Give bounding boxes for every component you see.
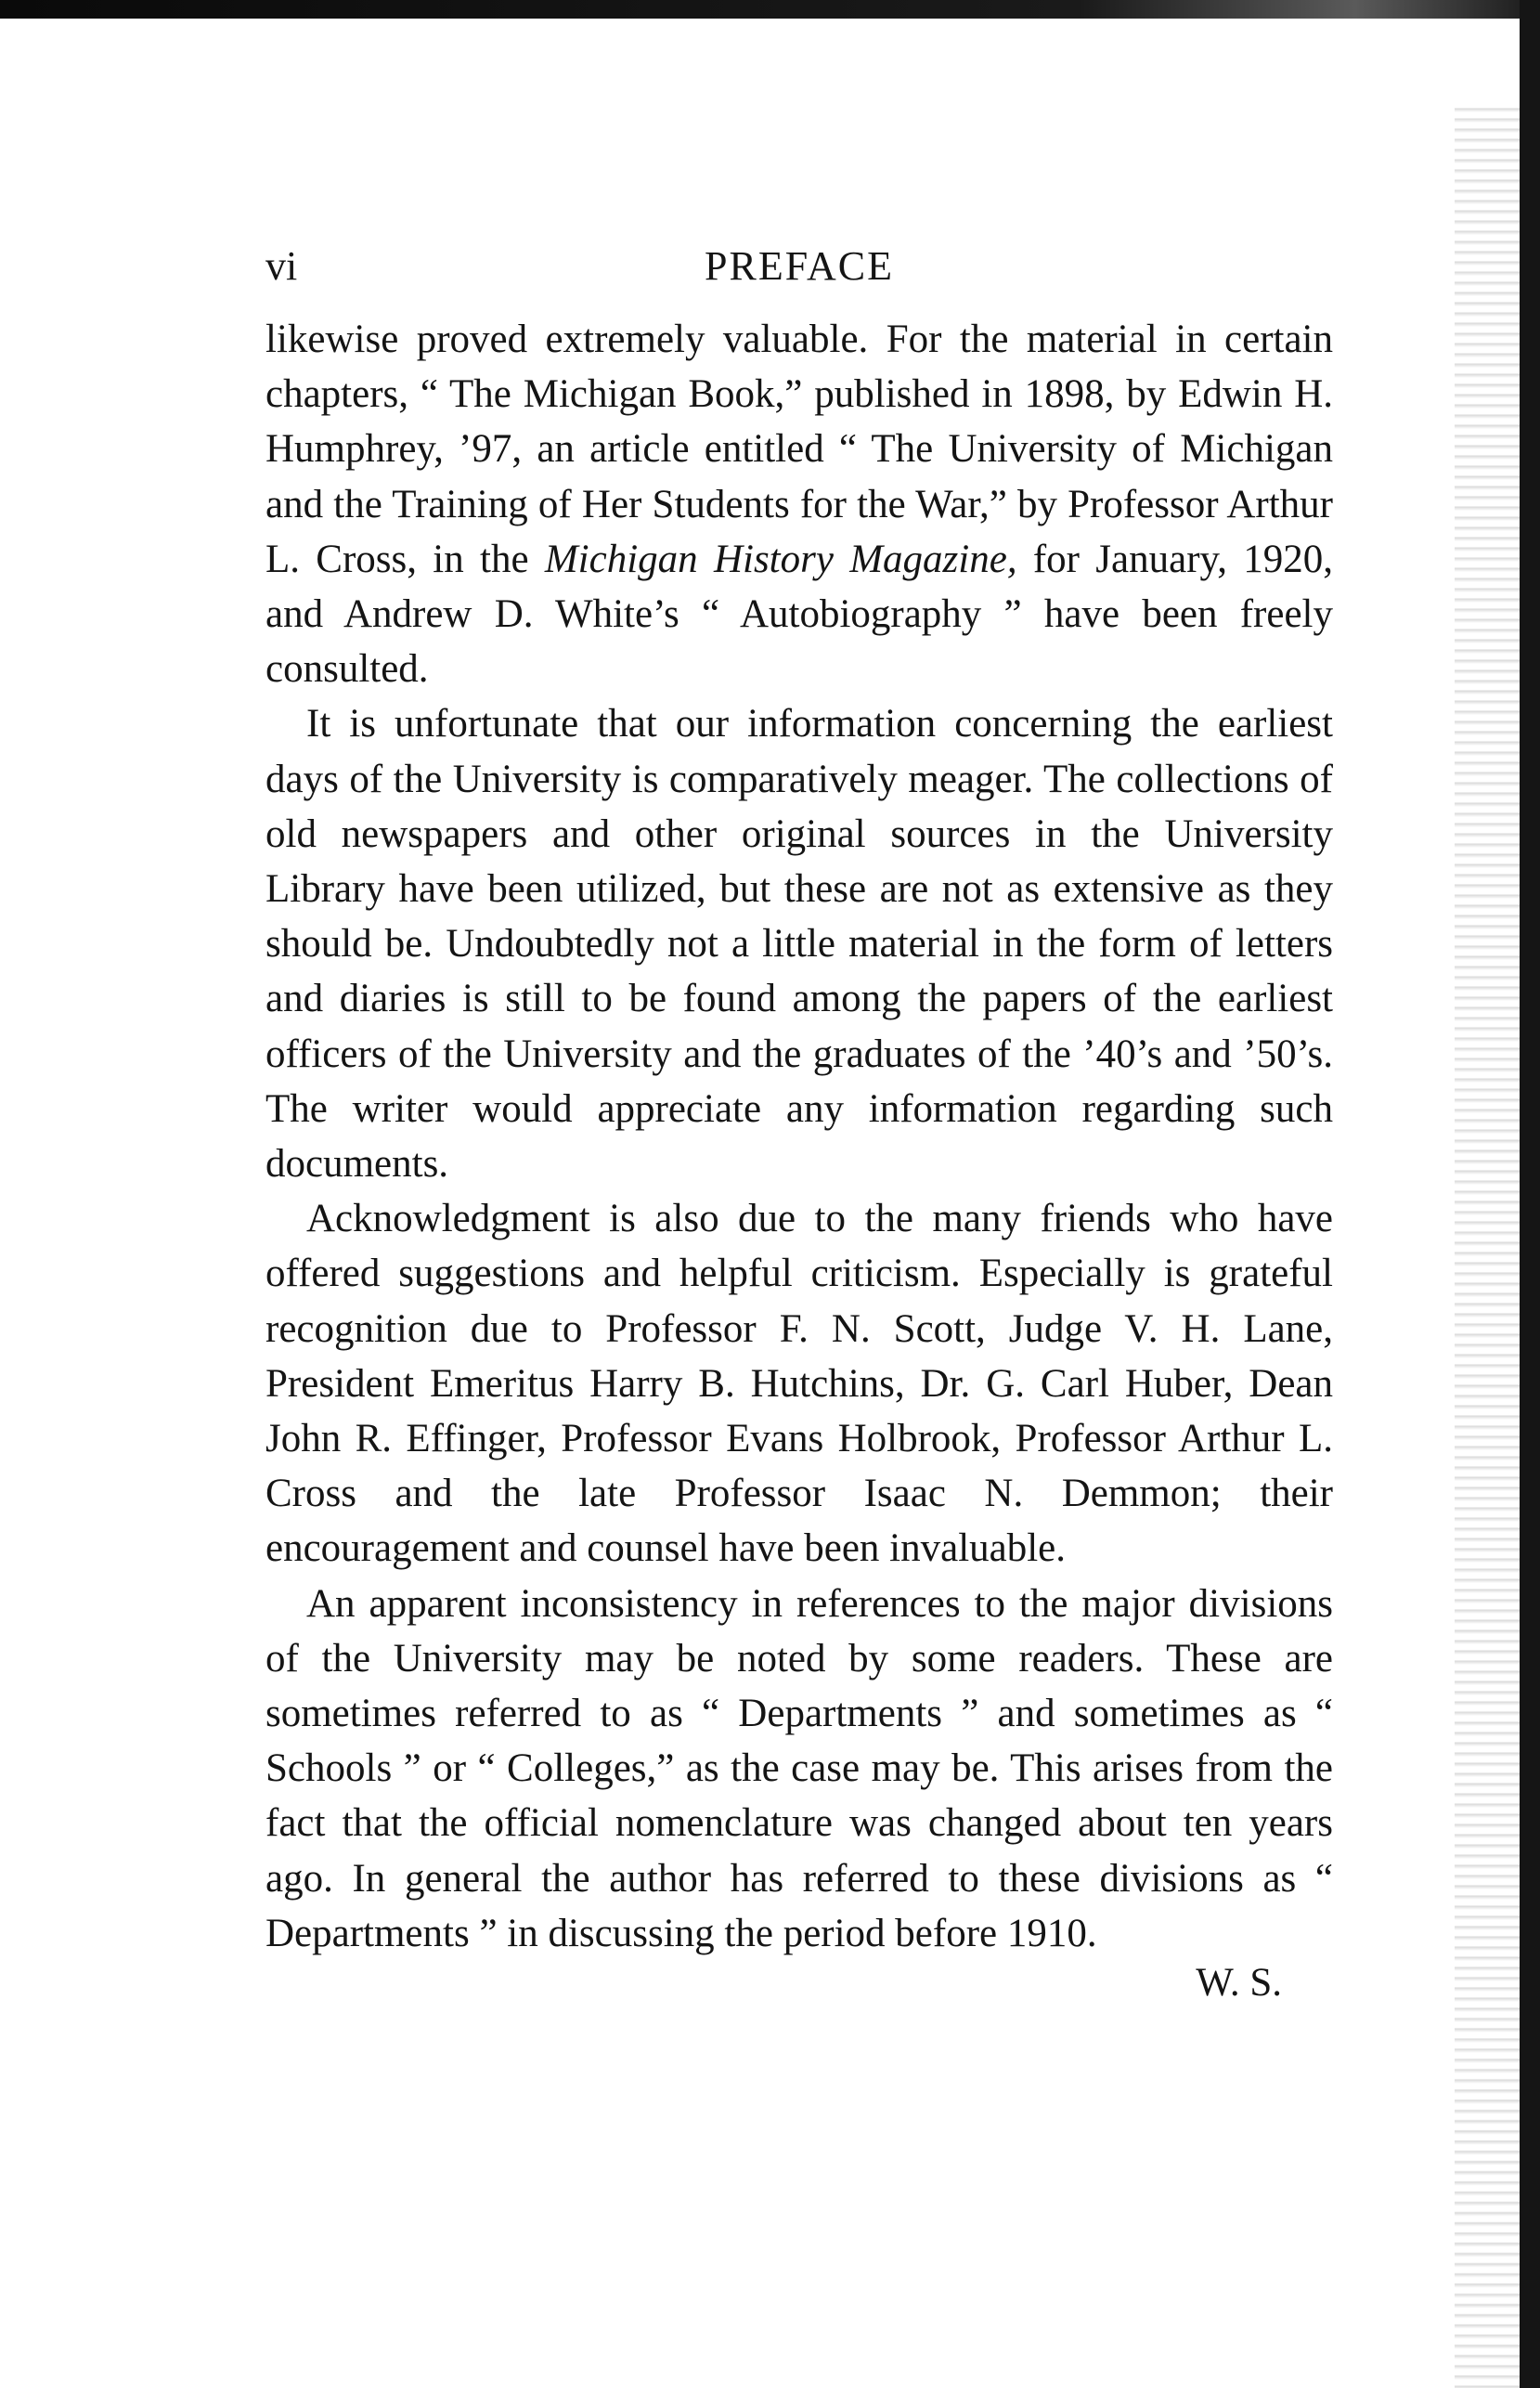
- paragraph-1-magazine-title: Michigan History Magazine,: [544, 537, 1017, 581]
- preface-body: [265, 312, 1333, 1961]
- scan-edge-top: [0, 0, 1540, 19]
- page-number: vi: [265, 243, 298, 289]
- paragraph-1-text-start: likewise proved extremely valuable. For the material in certain chapters, “ The Michigan Book,” published in 1898, by Edwin H. Humphrey, ’97, an article entitled “ The University of Michigan and the Training of Her Students for the War,” by Professor Arthur L. Cross, in the: [265, 318, 1333, 581]
- scan-gutter-shadow: [1455, 102, 1520, 2388]
- paragraph-1: [265, 312, 1333, 696]
- book-page: [265, 240, 1333, 2010]
- running-head: [265, 240, 1333, 293]
- author-initials: W. S.: [1196, 1961, 1282, 2005]
- paragraph-2: It is unfortunate that our information concerning the earliest days of the University is comparatively meager. The collections of old newspapers and other original sources in the University Library have been utilized, but these are not as extensive as they should be. Undoubtedly not a little material in the form of letters and diaries is still to be found among the papers of the earliest officers of the University and the graduates of the ’40’s and ’50’s. The writer would appreciate any information regarding such documents.: [265, 702, 1333, 1187]
- paragraph-4: An apparent inconsistency in references to the major divisions of the University may be noted by some readers. These are sometimes referred to as “ Departments ” and sometimes as “ Schools ” or “ Colleges,” as the case may be. This arises from the fact that the official nomenclature was changed about ten years ago. In general the author has referred to these divisions as “ Departments ” in discussing the period before 1910.: [265, 1581, 1333, 1955]
- paragraph-3: Acknowledgment is also due to the many friends who have offered suggestions and helpful criticism. Especially is grateful recognition due to Professor F. N. Scott, Judge V. H. Lane, President Emeritus Harry B. Hutchins, Dr. G. Carl Huber, Dean John R. Effinger, Professor Evans Holbrook, Professor Arthur L. Cross and the late Professor Isaac N. Demmon; their encouragement and counsel have been invaluable.: [265, 1197, 1333, 1571]
- running-head-title: PREFACE: [705, 243, 894, 289]
- scan-edge-right: [1520, 0, 1540, 2388]
- paragraph-1-text-end: for January, 1920, and Andrew D. White’s “ Autobiography ” have been freely consulted.: [265, 537, 1334, 692]
